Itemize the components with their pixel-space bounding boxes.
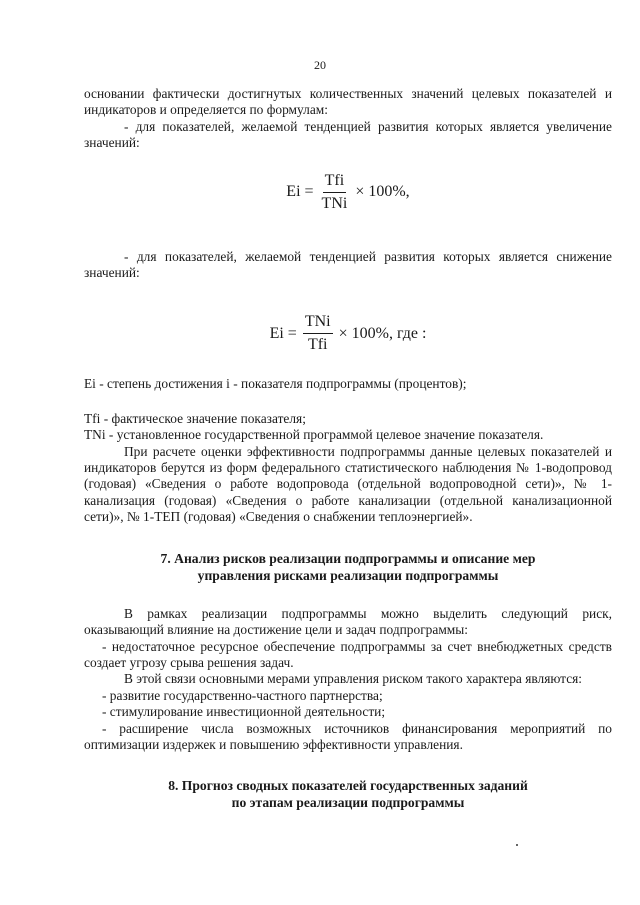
- definition-tfi: Tfi - фактическое значение показателя;: [84, 410, 306, 426]
- definition-tni: TNi - установленное государственной программой целевое значение показателя.: [84, 427, 544, 443]
- scan-speck: [516, 844, 518, 846]
- paragraph-decrease-case: - для показателей, желаемой тенденцией развития которых является снижение значений:: [84, 248, 612, 281]
- list-item-measure-partnership: - развитие государственно-частного партнерства;: [102, 687, 383, 703]
- definition-ei: Ei - степень достижения i - показателя подпрограммы (процентов);: [84, 376, 467, 392]
- formula-increase-denominator: TNi: [321, 194, 348, 212]
- section-7-heading-line1: 7. Анализ рисков реализации подпрограммы и описание мер: [160, 550, 536, 566]
- list-item-measure-financing: - расширение числа возможных источников финансирования мероприятий по оптимизации издержек и повышению эффективности управления.: [84, 720, 612, 752]
- formula-increase-rhs: × 100%,: [355, 182, 410, 200]
- formula-decrease-numerator: TNi: [303, 313, 333, 334]
- formula-increase-fraction: [320, 172, 350, 213]
- paragraph-data-sources: При расчете оценки эффективности подпрограммы данные целевых показателей и индикаторов берутся из форм федерального статистического наблюдения № 1-водопровод (годовая) «Сведения о работе водопровода (отдельной водопроводной сети)», № 1-канализация (годовая) «Сведения о работе канализации (отдельной канализационной сети)», № 1-ТЕП (годовая) «Сведения о снабжении теплоэнергией».: [84, 443, 612, 525]
- formula-decrease-fraction: [303, 313, 333, 354]
- list-item-measure-investment: - стимулирование инвестиционной деятельности;: [102, 704, 386, 720]
- section-8-heading-line1: 8. Прогноз сводных показателей государственных заданий: [168, 778, 528, 794]
- section-7-heading: [84, 550, 612, 584]
- formula-decrease-denominator: Tfi: [307, 336, 328, 354]
- document-body: [84, 86, 612, 811]
- formula-increase-lhs: Ei =: [286, 182, 314, 200]
- formula-decrease: [84, 313, 612, 354]
- paragraph-intro: основании фактически достигнутых количественных значений целевых показателей и индикаторов и определяется по формулам:: [84, 86, 612, 118]
- paragraph-increase-case: - для показателей, желаемой тенденцией развития которых является увеличение значений:: [84, 118, 612, 151]
- formula-increase-numerator: Tfi: [323, 172, 347, 193]
- paragraph-measures-intro: В этой связи основными мерами управления риском такого характера являются:: [124, 671, 583, 687]
- section-8-heading: [84, 777, 612, 811]
- section-7-heading-line2: управления рисками реализации подпрограммы: [197, 567, 499, 583]
- formula-increase: [84, 172, 612, 213]
- section-8-heading-line2: по этапам реализации подпрограммы: [231, 795, 465, 811]
- paragraph-risk-intro: В рамках реализации подпрограммы можно выделить следующий риск, оказывающий влияние на достижение цели и задач подпрограммы:: [84, 605, 612, 638]
- page-number: 20: [314, 58, 326, 72]
- formula-decrease-lhs: Ei =: [269, 324, 297, 342]
- formula-decrease-rhs: × 100%, где :: [338, 324, 427, 342]
- list-item-risk: - недостаточное ресурсное обеспечение подпрограммы за счет внебюджетных средств создает угрозу срыва решения задач.: [84, 638, 612, 670]
